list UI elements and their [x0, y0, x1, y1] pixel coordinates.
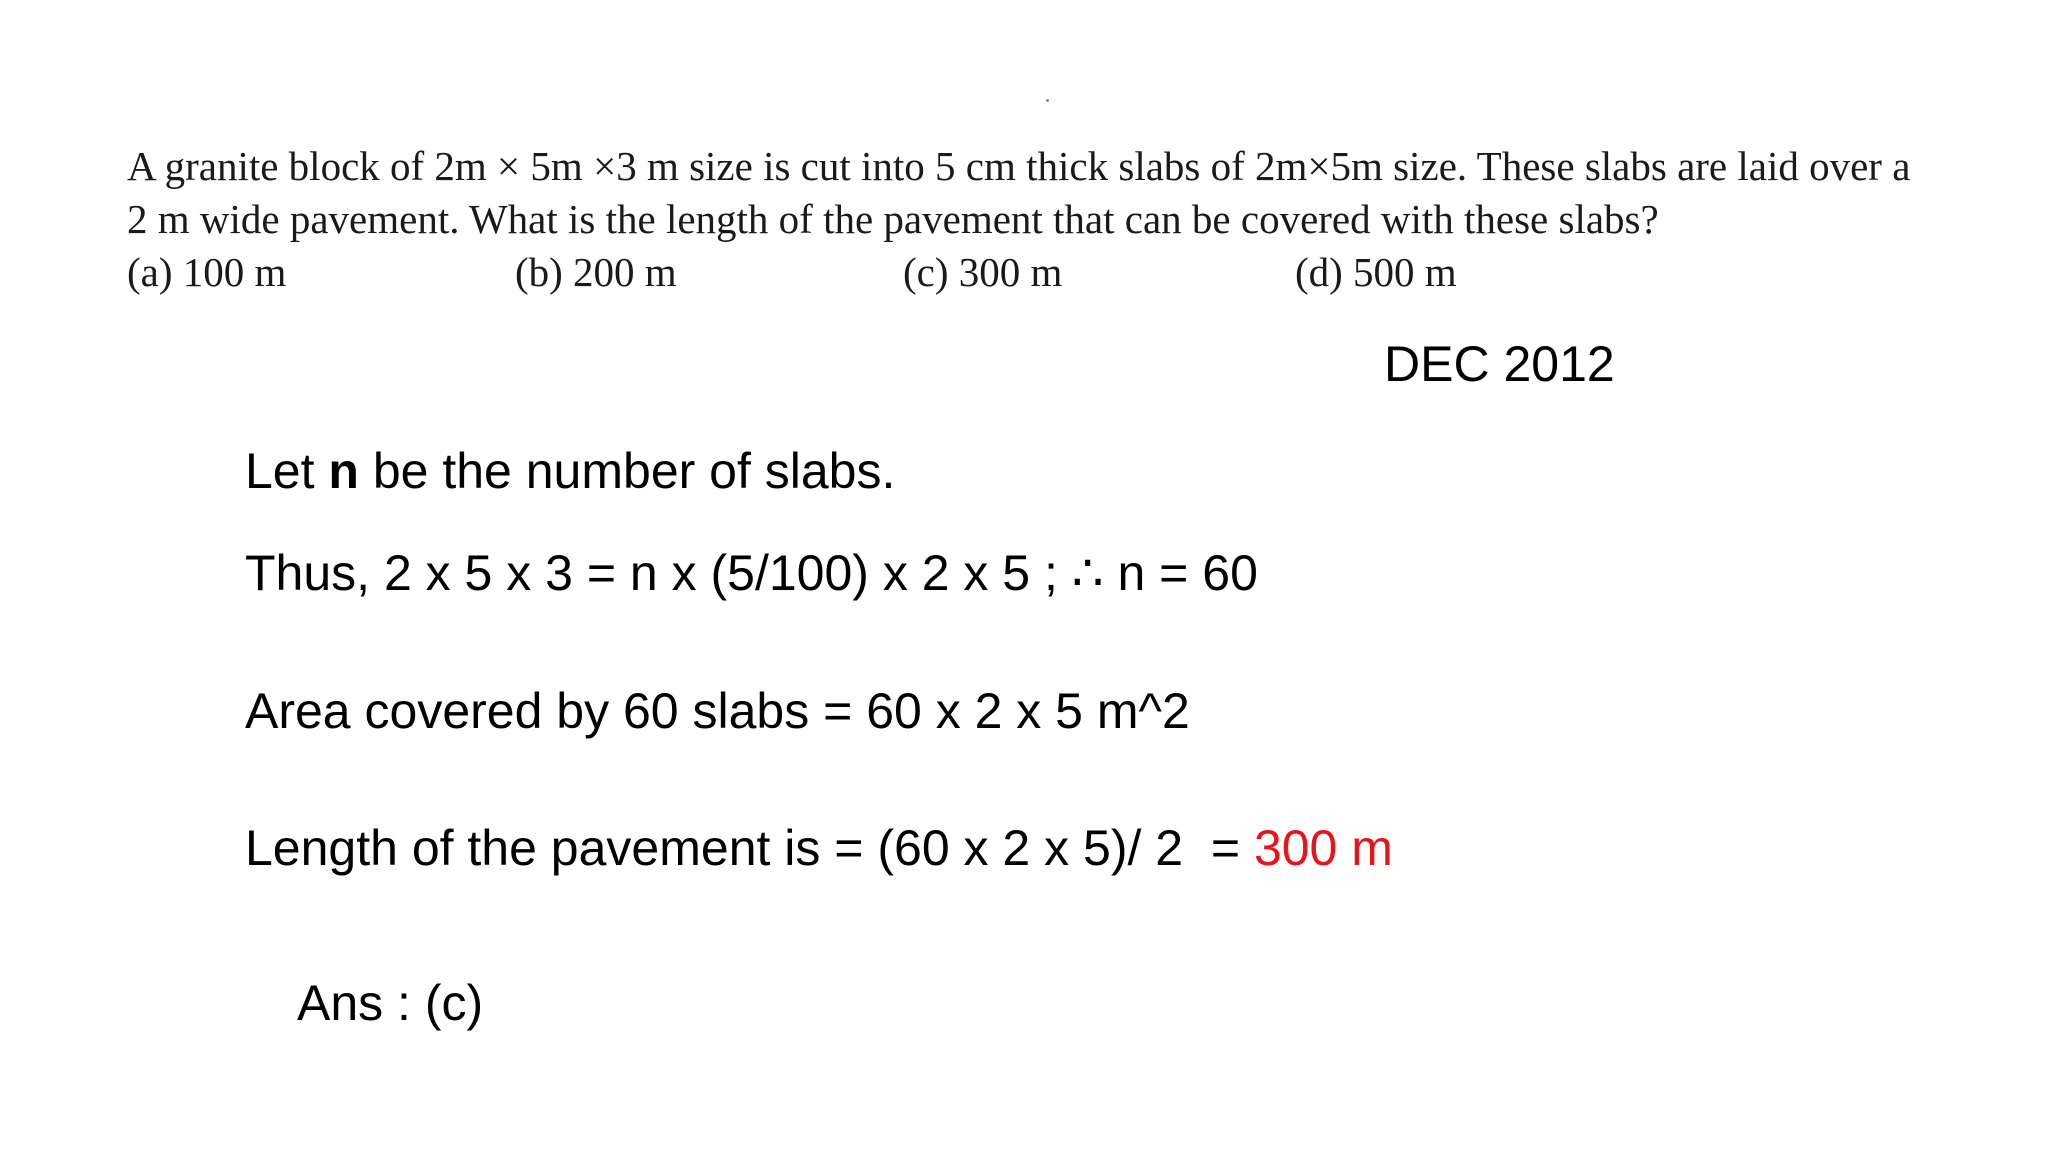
question-line-2: 2 m wide pavement. What is the length of the pavement that can be covered with these slabs? [127, 196, 1659, 242]
option-b: (b) 200 m [515, 249, 677, 295]
solution-line-2: Thus, 2 x 5 x 3 = n x (5/100) x 2 x 5 ; ∴ n = 60 [245, 545, 1258, 601]
solution-line-1 [245, 441, 895, 501]
exam-date: DEC 2012 [1384, 336, 1615, 392]
solution-line-4 [245, 818, 1393, 878]
solution-line-4-prefix: Length of the pavement is = (60 x 2 x 5)/ 2 = [245, 820, 1254, 876]
stray-dot [1046, 99, 1049, 102]
solution-line-1-suffix: be the number of slabs. [358, 443, 896, 499]
question-line-1: A granite block of 2m × 5m ×3 m size is cut into 5 cm thick slabs of 2m×5m size. These slabs are laid over a [127, 143, 1911, 189]
solution-line-3: Area covered by 60 slabs = 60 x 2 x 5 m^2 [245, 683, 1190, 739]
option-a: (a) 100 m [127, 249, 287, 295]
option-c: (c) 300 m [903, 249, 1063, 295]
answer-options [127, 246, 1927, 299]
final-result: 300 m [1253, 820, 1393, 876]
variable-n: n [328, 443, 359, 499]
solution-line-1-prefix: Let [245, 443, 329, 499]
answer-label: Ans : (c) [297, 975, 484, 1031]
question-block [127, 140, 1927, 299]
option-d: (d) 500 m [1295, 249, 1457, 295]
